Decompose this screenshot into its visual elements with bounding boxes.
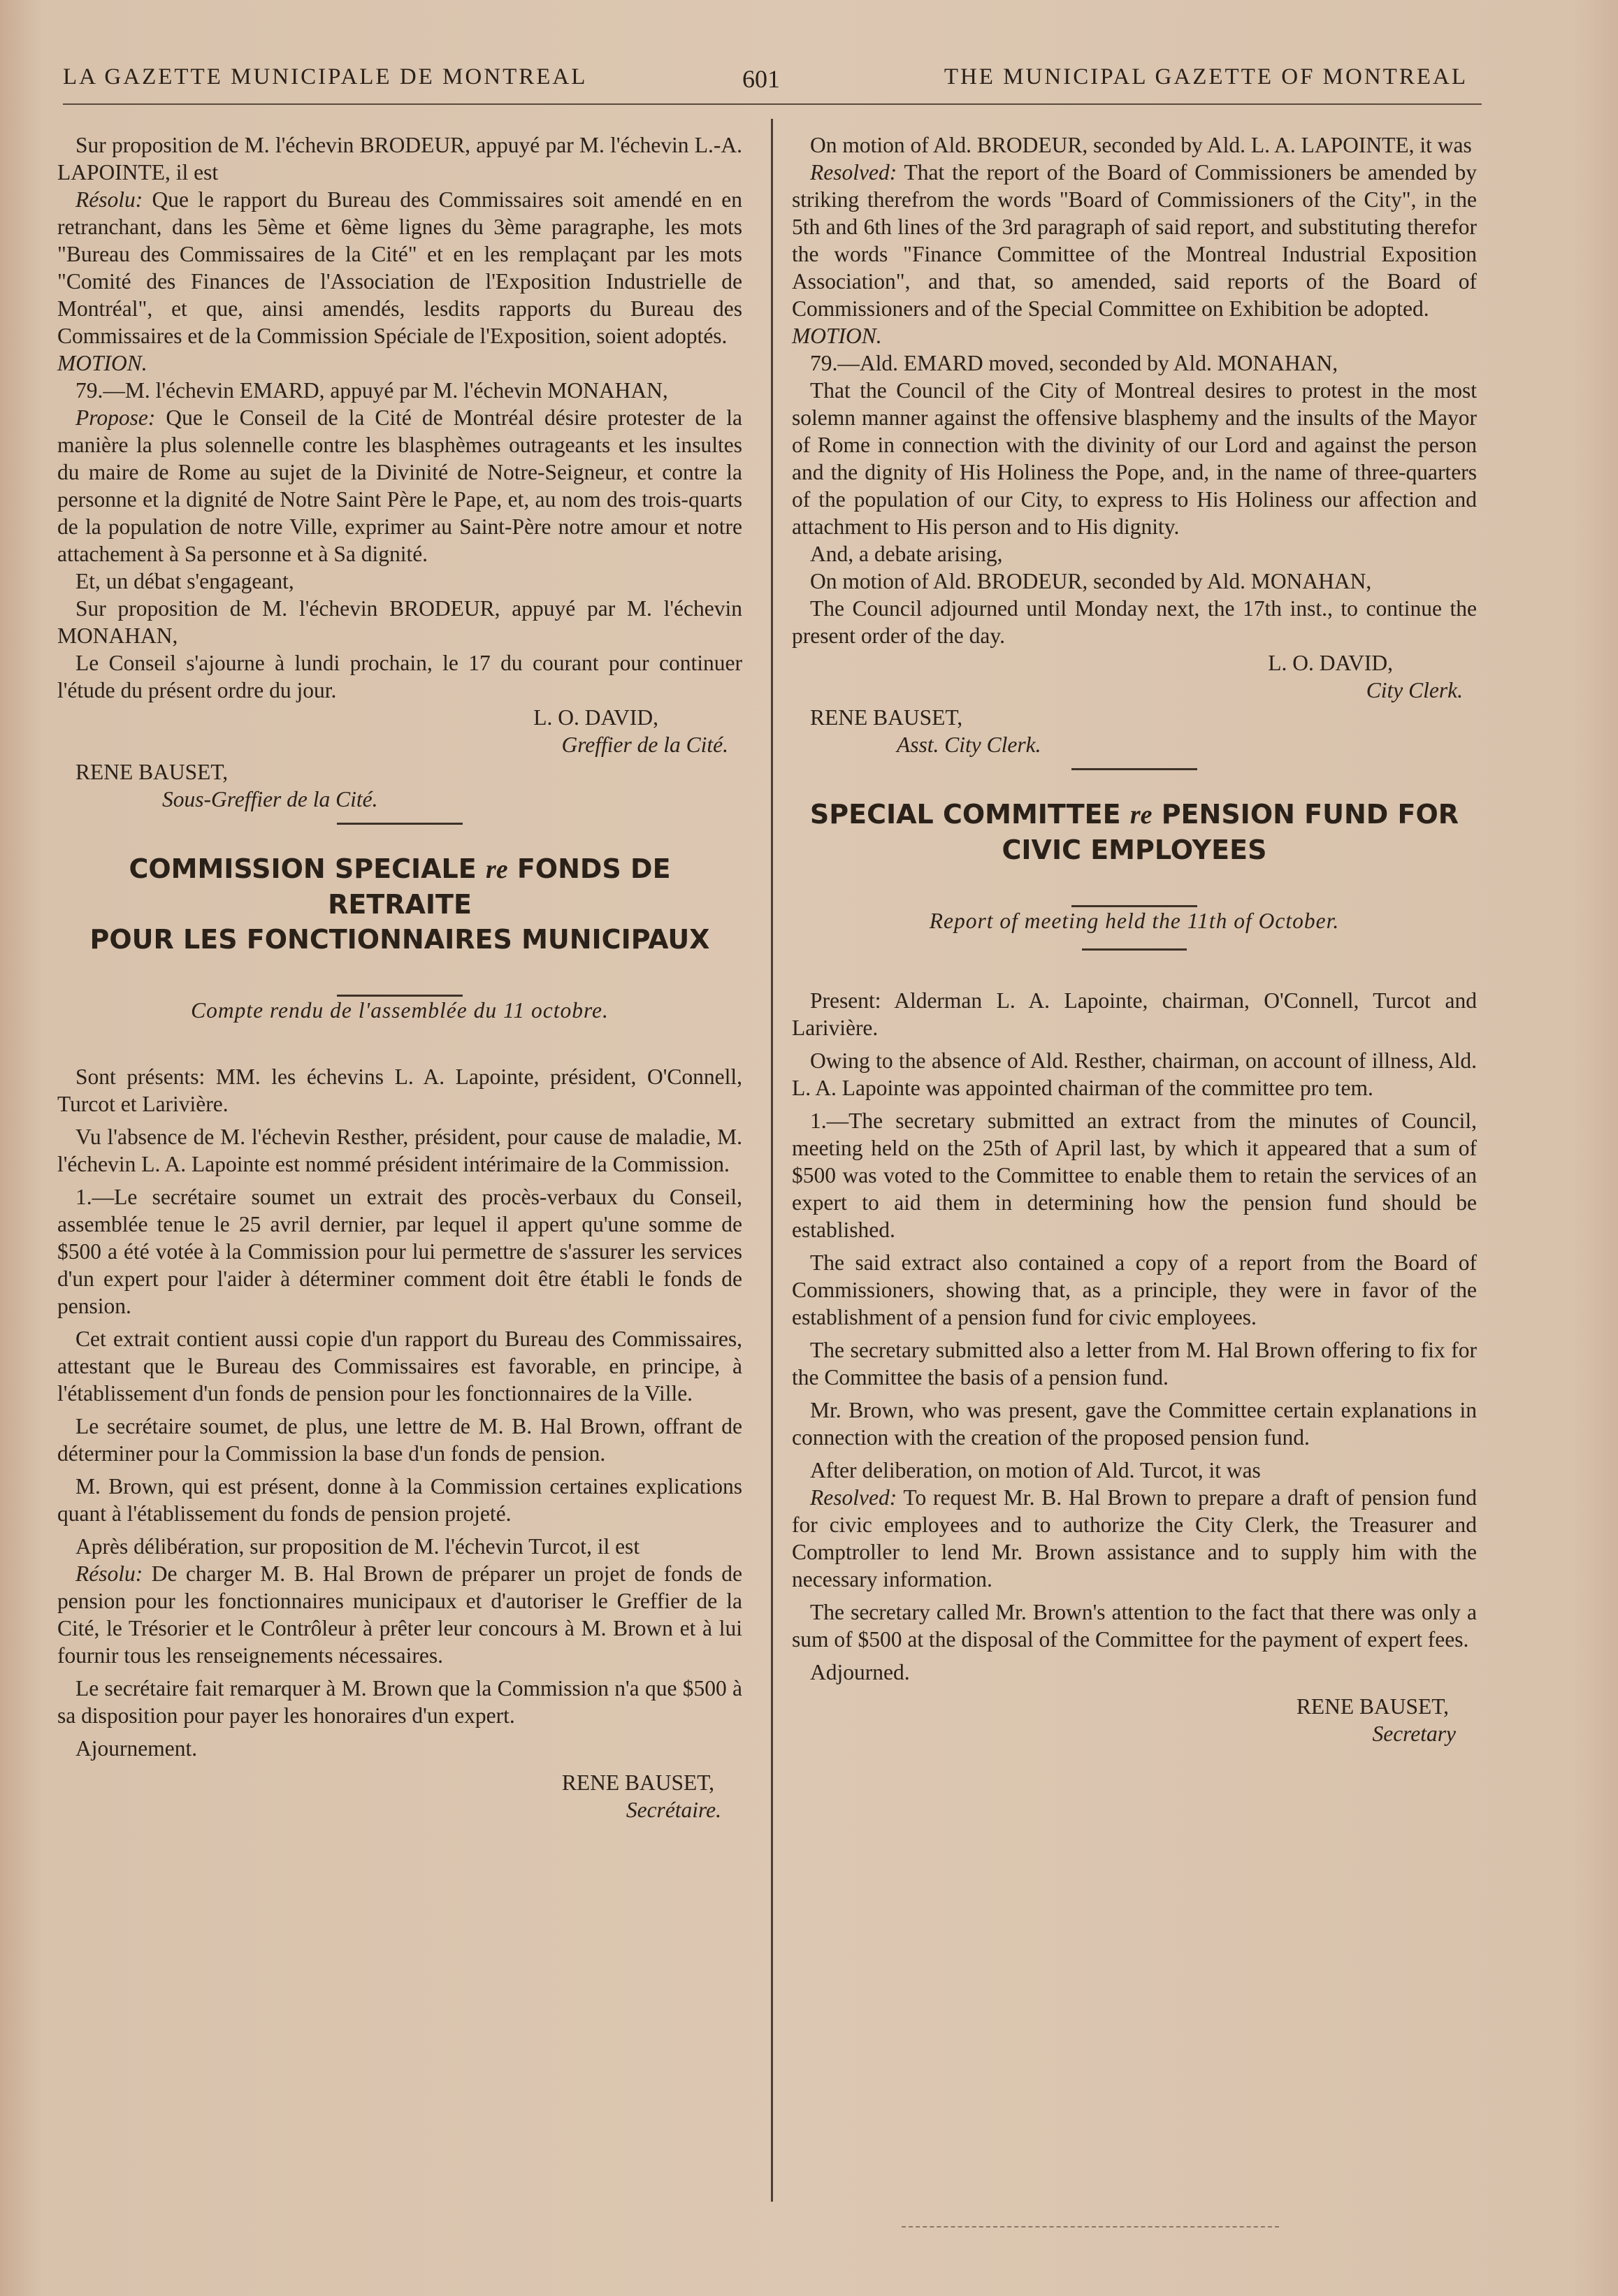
en-letter-paragraph: The secretary submitted also a letter from M. Hal Brown offering to fix for the Committee the basis of a pension fund. (792, 1338, 1477, 1389)
fr-report-copy-paragraph: Cet extrait contient aussi copie d'un rapport du Bureau des Commissaires, attestant que le Bureau des Commissaires est favorable, en principe, à l'établissement d'un fonds de pension pour les fonctionnaires de la Ville. (57, 1327, 742, 1406)
fr-motion-mover: 79.—M. l'échevin EMARD, appuyé par M. l'échevin MONAHAN, (75, 378, 668, 403)
en-section-title-re: re (1129, 800, 1153, 830)
fr-debate-line: Et, un débat s'engageant, (75, 569, 294, 593)
en-proposal-paragraph: On motion of Ald. BRODEUR, seconded by Ald. L. A. LAPOINTE, it was (810, 133, 1472, 157)
fr-motion-paragraph (57, 404, 742, 568)
en-report-copy-paragraph: The said extract also contained a copy of a report from the Board of Commissioners, showing that, as a principle, they were in favor of the establishment of a pension fund for civic employees. (792, 1250, 1477, 1329)
fr-assistant-signature: RENE BAUSET, (75, 760, 229, 784)
en-section-title (792, 797, 1477, 867)
fr-resolved-text: De charger M. B. Hal Brown de préparer un projet de fonds de pension pour les fonctionnaires municipaux et d'autoriser le Greffier de la Cité, le Trésorier et le Contrôleur à prêter leur concours à M. Brown et à lui fournir tous les renseignements nécessaires. (57, 1561, 742, 1668)
en-section-title-part1: SPECIAL COMMITTEE (809, 799, 1121, 830)
fr-present-paragraph: Sont présents: MM. les échevins L. A. Lapointe, président, O'Connell, Turcot et Larivière. (57, 1064, 742, 1116)
fr-section-title-part2: FONDS DE RETRAITE (328, 853, 671, 920)
fr-resolved-paragraph (57, 1560, 742, 1669)
fr-secretary-name: RENE BAUSET, (561, 1770, 714, 1795)
fr-brown-paragraph: M. Brown, qui est présent, donne à la Commission certaines explications quant à l'établissement du fonds de pension projeté. (57, 1474, 742, 1526)
fr-motion-label: Propose: (75, 405, 156, 430)
en-fee-paragraph: The secretary called Mr. Brown's attention to the fact that there was only a sum of $500 at the disposal of the Committee for the payment of expert fees. (792, 1600, 1477, 1652)
en-clerk-signature: L. O. DAVID, (1268, 651, 1393, 675)
en-assistant-title: Asst. City Clerk. (897, 732, 1041, 757)
en-section-rule (1071, 768, 1197, 770)
fr-letter-paragraph: Le secrétaire soumet, de plus, une lettre de M. B. Hal Brown, offrant de déterminer pour la Commission la base d'un fonds de pension. (57, 1414, 742, 1466)
fr-clerk-title: Greffier de la Cité. (561, 732, 728, 757)
en-resolution-text: That the report of the Board of Commissioners be amended by striking therefrom the words "Board of Commissioners of the City", in the 5th and 6th lines of the 3rd paragraph of said report, and substituting therefor the words "Finance Committee of the Montreal Industrial Exposition Association", and that, so amended, said reports of the Board of Commissioners and of the Special Committee on Exhibition be adopted. (792, 160, 1477, 321)
fr-proposal-paragraph: Sur proposition de M. l'échevin BRODEUR, appuyé par M. l'échevin L.-A. LAPOINTE, il est (57, 133, 742, 185)
page-header (63, 64, 1482, 99)
fr-fee-paragraph: Le secrétaire fait remarquer à M. Brown que la Commission n'a que $500 à sa disposition pour payer les honoraires d'un expert. (57, 1676, 742, 1728)
fr-resolution-paragraph (57, 186, 742, 349)
fr-extract-paragraph: 1.—Le secrétaire soumet un extrait des procès-verbaux du Conseil, assemblée tenue le 25 avril dernier, par lequel il appert qu'une somme de $500 a été votée à la Commission pour lui permettre de s'assurer les services d'un expert pour l'aider à déterminer comment doit être établi le fonds de pension. (57, 1185, 742, 1318)
en-deliberation-paragraph: After deliberation, on motion of Ald. Turcot, it was (810, 1458, 1261, 1482)
en-secretary-title: Secretary (1372, 1721, 1456, 1746)
en-resolved-paragraph (792, 1484, 1477, 1593)
en-second-proposal: On motion of Ald. BRODEUR, seconded by Ald. MONAHAN, (810, 569, 1372, 593)
fr-resolved-label: Résolu: (75, 1561, 143, 1586)
footer-rule (902, 2226, 1279, 2228)
fr-absence-paragraph: Vu l'absence de M. l'échevin Resther, président, pour cause de maladie, M. l'échevin L. A. Lapointe est nommé président intérimaire de la Commission. (57, 1125, 742, 1176)
en-present-paragraph: Present: Alderman L. A. Lapointe, chairman, O'Connell, Turcot and Larivière. (792, 988, 1477, 1040)
page-number: 601 (742, 65, 780, 93)
en-report-line: Report of meeting held the 11th of October. (929, 909, 1340, 933)
header-french-title: LA GAZETTE MUNICIPALE DE MONTREAL (63, 64, 588, 89)
en-debate-line: And, a debate arising, (810, 542, 1003, 566)
en-section-title-part3: CIVIC EMPLOYEES (1002, 835, 1267, 865)
en-resolution-label: Resolved: (810, 160, 897, 185)
fr-section-rule (337, 823, 463, 825)
french-column (57, 131, 742, 1824)
fr-adjourned-line: Ajournement. (75, 1736, 198, 1761)
en-secretary-signature (792, 1693, 1477, 1747)
column-divider (771, 119, 773, 2202)
fr-resolution-text: Que le rapport du Bureau des Commissaires soit amendé en en retranchant, dans les 5ème et 6ème lignes du 3ème paragraphe, les mots "Bureau des Commissaires de la Cité" et en les remplaçant par les mots "Comité des Finances de l'Association de l'Exposition Industrielle de Montréal", et que, ainsi amendés, lesdits rapports du Bureau des Commissaires et de la Commission Spéciale de l'Exposition, soient adoptés. (57, 187, 742, 348)
en-motion-paragraph: That the Council of the City of Montreal desires to protest in the most solemn manner against the offensive blasphemy and the insults of the Mayor of Rome in connection with the divinity of our Lord and against the person and the dignity of His Holiness the Pope, and, in the name of three-quarters of the population of our City, to express to His Holiness our affection and attachment to His person and to His dignity. (792, 378, 1477, 539)
english-column (792, 131, 1477, 1747)
en-secretary-name: RENE BAUSET, (1296, 1694, 1449, 1719)
fr-motion-text: Que le Conseil de la Cité de Montréal désire protester de la manière la plus solennelle contre les blasphèmes outrageants et les insultes du maire de Rome au sujet de la Divinité de Notre-Seigneur, et contre la personne et la dignité de Notre Saint Père le Pape, et, au nom des trois-quarts de la population de notre Ville, exprimer au Saint-Père notre amour et notre attachement à Sa personne et à Sa dignité. (57, 405, 742, 566)
en-motion-heading: MOTION. (792, 324, 882, 348)
en-brown-paragraph: Mr. Brown, who was present, gave the Committee certain explanations in connection with the creation of the proposed pension fund. (792, 1398, 1477, 1450)
en-extract-paragraph: 1.—The secretary submitted an extract from the minutes of Council, meeting held on the 25th of April last, by which it appeared that a sum of $500 was voted to the Committee to enable them to retain the services of an expert to aid them in determining how the pension fund should be established. (792, 1109, 1477, 1242)
fr-motion-heading: MOTION. (57, 351, 147, 375)
en-section-title-part2: PENSION FUND FOR (1161, 799, 1459, 830)
en-adjournment-paragraph: The Council adjourned until Monday next, the 17th inst., to continue the present order of the day. (792, 596, 1477, 648)
en-resolution-paragraph (792, 159, 1477, 322)
en-resolved-label: Resolved: (810, 1485, 897, 1510)
header-english-title: THE MUNICIPAL GAZETTE OF MONTREAL (944, 64, 1468, 89)
fr-secretary-signature (57, 1769, 742, 1824)
en-resolved-text: To request Mr. B. Hal Brown to prepare a draft of pension fund for civic employees and to authorize the City Clerk, the Treasurer and Comptroller to lend Mr. Brown assistance and to supply him with the necessary information. (792, 1485, 1477, 1591)
fr-section-title-re: re (485, 855, 508, 884)
fr-assistant-title: Sous-Greffier de la Cité. (162, 787, 378, 811)
fr-report-line: Compte rendu de l'assemblée du 11 octobre. (191, 998, 609, 1023)
en-adjourned-line: Adjourned. (810, 1660, 910, 1684)
fr-section-title-part1: COMMISSION SPECIALE (129, 853, 477, 884)
en-assistant-signature: RENE BAUSET, (810, 705, 963, 730)
fr-secretary-title: Secrétaire. (626, 1798, 721, 1822)
fr-section-title-part3: POUR LES FONCTIONNAIRES MUNICIPAUX (89, 924, 710, 955)
fr-deliberation-paragraph: Après délibération, sur proposition de M. l'échevin Turcot, il est (75, 1534, 640, 1559)
fr-second-proposal: Sur proposition de M. l'échevin BRODEUR, appuyé par M. l'échevin MONAHAN, (57, 596, 742, 648)
fr-clerk-signature: L. O. DAVID, (533, 705, 658, 730)
fr-section-title (57, 851, 742, 957)
fr-adjournment-paragraph: Le Conseil s'ajourne à lundi prochain, le 17 du courant pour continuer l'étude du présent ordre du jour. (57, 651, 742, 702)
en-clerk-title: City Clerk. (1366, 678, 1463, 702)
header-rule (63, 103, 1482, 105)
fr-resolution-label: Résolu: (75, 187, 143, 212)
en-absence-paragraph: Owing to the absence of Ald. Resther, chairman, on account of illness, Ald. L. A. Lapointe was appointed chairman of the committee pro tem. (792, 1048, 1477, 1100)
en-motion-mover: 79.—Ald. EMARD moved, seconded by Ald. MONAHAN, (810, 351, 1338, 375)
